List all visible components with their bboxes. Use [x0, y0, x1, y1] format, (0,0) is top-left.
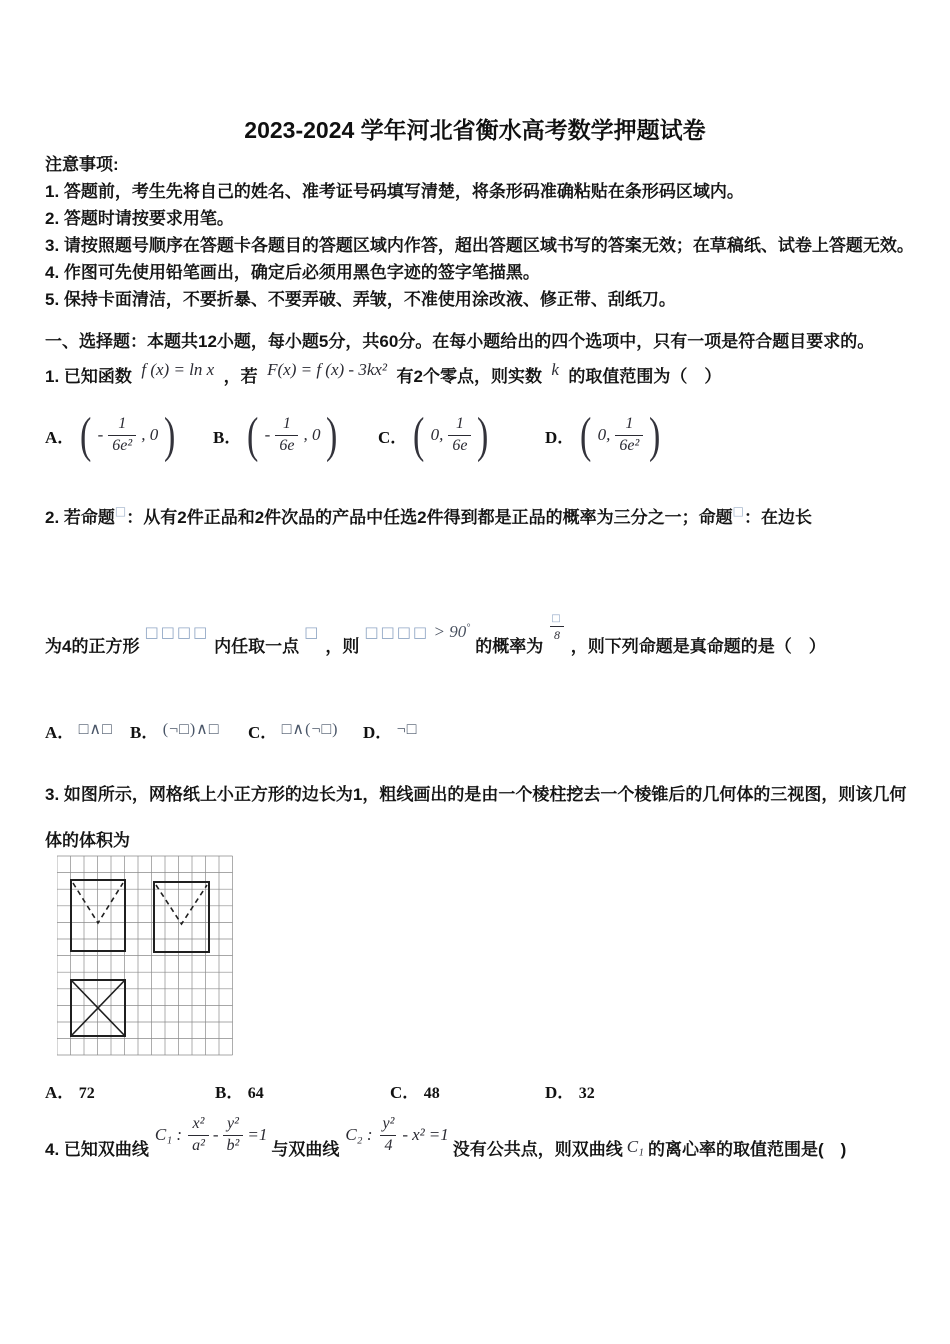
fraction-numerator: 1: [455, 414, 464, 432]
fraction-denominator: 4: [380, 1135, 396, 1155]
fraction-numerator: y²: [382, 1114, 395, 1132]
question-3-stem: 3. 如图所示，网格纸上小正方形的边长为1，粗线画出的是由一个棱柱挖去一个棱锥后的几何体的三视图，则该几何体的体积为: [45, 785, 907, 850]
option-label: D．: [545, 1083, 575, 1102]
option-fraction: [108, 416, 136, 455]
fraction-numerator: x²: [192, 1114, 205, 1132]
question-4-stem: [45, 1100, 846, 1170]
question-2-stem-line1: [45, 503, 812, 528]
q4-x-squared: x²: [412, 1125, 425, 1144]
option-label: A．: [45, 1083, 75, 1102]
section-heading: 一、选择题：本题共12小题，每小题5分，共60分。在每小题给出的四个选项中，只有一项是符合题目要求的。: [45, 332, 875, 351]
q4-fraction-y2b2: [223, 1116, 244, 1155]
fraction-numerator: 1: [625, 414, 634, 432]
q1-option-d: [545, 406, 662, 464]
fraction-denominator: 6e: [275, 435, 298, 455]
missing-glyph-boxes: □□□□: [144, 623, 210, 641]
option-label: B．: [215, 1083, 244, 1102]
fraction-denominator: b²: [223, 1135, 244, 1155]
option-label: B．: [213, 427, 242, 447]
option-label: D．: [363, 723, 393, 742]
option-post: , 0: [141, 425, 159, 444]
q4-fraction-y24: [379, 1116, 399, 1155]
q1-formula-Fx: F(x) = f (x) - 3kx²: [267, 360, 388, 379]
q1-text-1: 1. 已知函数: [45, 367, 132, 386]
fraction-numerator: 1: [282, 414, 291, 432]
q1-option-b: [213, 406, 339, 464]
side-view-square: [154, 882, 209, 952]
open-paren: (: [247, 406, 259, 463]
missing-glyph-box: □: [551, 612, 563, 624]
q4-fraction-x2a2: [188, 1116, 209, 1155]
q2-option-b: [130, 718, 220, 743]
q1-option-c: [378, 406, 490, 464]
q4-text-1: 4. 已知双曲线: [45, 1139, 149, 1159]
side-view-dashed-v: [156, 885, 207, 924]
q2-inequality: > 90: [433, 622, 467, 641]
option-formula: □∧□: [78, 721, 113, 738]
open-paren: (: [580, 406, 592, 463]
q2-probability-fraction: [547, 614, 566, 642]
fraction-denominator: 8: [550, 626, 564, 642]
option-formula: □∧(¬□): [281, 721, 339, 738]
fraction-numerator: 1: [118, 414, 127, 432]
option-label: A．: [45, 427, 75, 447]
option-pre: -: [97, 425, 104, 444]
q4-hyperbola-c1-label: C₁ :: [154, 1125, 183, 1144]
q2-option-c: [248, 718, 338, 743]
question-2-stem-line2: [45, 612, 826, 662]
option-label: C．: [248, 723, 278, 742]
option-value: 48: [423, 1085, 440, 1102]
close-paren: ): [164, 406, 176, 463]
open-paren: (: [413, 406, 425, 463]
option-value: 72: [78, 1085, 95, 1102]
notice-item-2: 2. 答题时请按要求用笔。: [45, 209, 234, 228]
q4-hyperbola-c2-label: C₂ :: [345, 1125, 373, 1144]
option-pre: -: [264, 425, 271, 444]
option-label: C．: [390, 1083, 420, 1102]
q2-text-1a: 2. 若命题: [45, 508, 115, 527]
missing-glyph-box: □: [732, 504, 744, 518]
fraction-denominator: 6e: [448, 435, 471, 455]
equals-one: =1: [428, 1125, 449, 1144]
option-formula: ¬□: [396, 721, 418, 738]
option-value: 64: [247, 1085, 264, 1102]
q1-text-2: ，若: [223, 367, 258, 386]
front-view-square: [71, 880, 125, 951]
question-1-stem: [45, 362, 721, 387]
fraction-denominator: 6e²: [108, 435, 136, 455]
missing-glyph-box: □: [304, 623, 321, 641]
degree-mark: °: [466, 622, 471, 634]
fraction-denominator: 6e²: [615, 435, 643, 455]
missing-glyph-boxes: □□□□: [364, 623, 430, 641]
notice-item-1: 1. 答题前，考生先将自己的姓名、准考证号码填写清楚，将条形码准确粘贴在条形码区域内。: [45, 182, 744, 201]
notice-item-4: 4. 作图可先使用铅笔画出，确定后必须用黑色字迹的签字笔描黑。: [45, 263, 540, 282]
equals-one: =1: [247, 1125, 268, 1144]
close-paren: ): [649, 406, 661, 463]
q1-option-a: [45, 406, 177, 464]
q4-text-2: 与双曲线: [271, 1139, 340, 1159]
q2-text-2c: ，则: [325, 637, 360, 656]
option-label: A．: [45, 723, 75, 742]
option-label: C．: [378, 427, 408, 447]
q2-text-1c: ：在边长: [743, 508, 812, 527]
q4-text-4: 的离心率的取值范围是( ): [647, 1139, 847, 1159]
q2-text-2d: 的概率为: [475, 637, 544, 656]
q2-text-1b: ：从有2件正品和2件次品的产品中任选2件得到都是正品的概率为三分之一；命题: [126, 508, 733, 527]
option-pre: 0,: [430, 425, 444, 444]
option-label: D．: [545, 427, 575, 447]
q4-c1-inline: C₁: [626, 1137, 644, 1156]
q2-text-2b: 内任取一点: [214, 637, 300, 656]
option-post: , 0: [303, 425, 321, 444]
minus-sign: -: [212, 1125, 219, 1144]
close-paren: ): [477, 406, 489, 463]
option-fraction: [615, 416, 643, 455]
notice-heading: 注意事项:: [45, 155, 119, 174]
option-label: B．: [130, 723, 159, 742]
q4-text-3: 没有公共点，则双曲线: [452, 1139, 623, 1159]
q2-text-2a: 为4的正方形: [45, 637, 140, 656]
q1-text-3: 有2个零点，则实数: [396, 367, 542, 386]
notice-item-5: 5. 保持卡面清洁，不要折暴、不要弄破、弄皱，不准使用涂改液、修正带、刮纸刀。: [45, 290, 676, 309]
option-fraction: [448, 416, 471, 455]
missing-glyph-box: □: [114, 504, 127, 518]
notice-item-3: 3. 请按照题号顺序在答题卡各题目的答题区域内作答，超出答题区域书写的答案无效；在草稿纸、试卷上答题无效。: [45, 236, 914, 255]
q1-formula-fx: f (x) = ln x: [141, 360, 215, 379]
option-value: 32: [578, 1085, 595, 1102]
q2-angle-expression: [364, 624, 470, 641]
close-paren: ): [326, 406, 338, 463]
option-fraction: [275, 416, 298, 455]
question-3-figure-three-view-grid: [57, 852, 233, 1058]
minus-sign: -: [402, 1125, 409, 1144]
q1-variable-k: k: [551, 360, 559, 379]
fraction-numerator: y²: [226, 1114, 239, 1132]
fraction-denominator: a²: [188, 1135, 209, 1155]
q2-text-2e: ，则下列命题是真命题的是（ ）: [570, 637, 826, 656]
q2-option-d: [363, 718, 417, 743]
option-pre: 0,: [597, 425, 611, 444]
q2-option-a: [45, 718, 113, 743]
option-formula: (¬□)∧□: [162, 721, 220, 738]
page-title: 2023-2024 学年河北省衡水高考数学押题试卷: [244, 117, 706, 143]
q1-text-4: 的取值范围为（ ）: [568, 367, 722, 386]
open-paren: (: [80, 406, 92, 463]
